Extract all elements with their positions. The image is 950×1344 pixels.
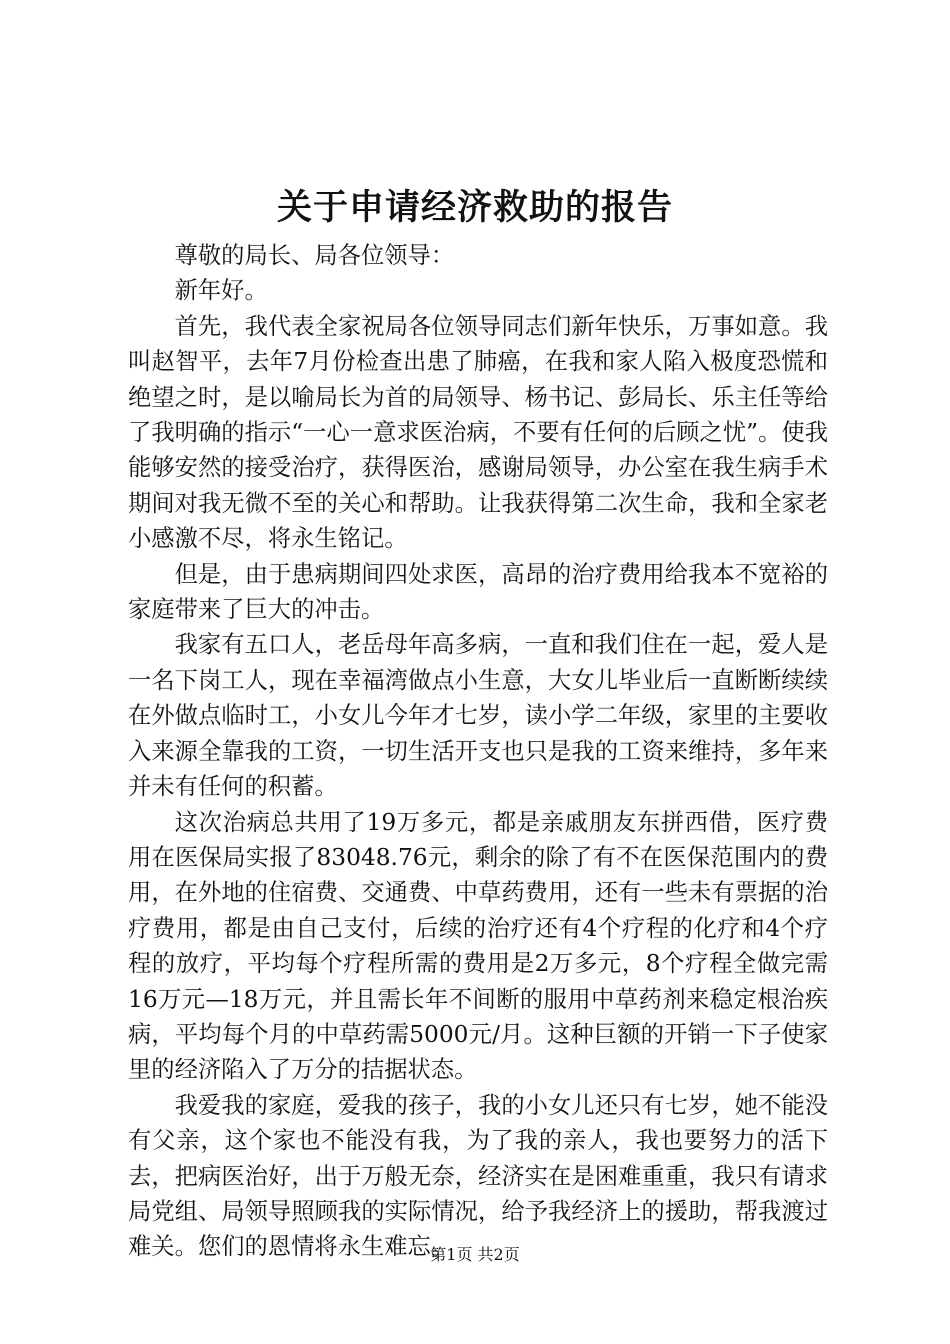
salutation: 尊敬的局长、局各位领导： <box>174 242 455 269</box>
document-title: 关于申请经济救助的报告 <box>276 188 673 228</box>
paragraph-4: 这次治病总共用了19万多元，都是亲戚朋友东拼西借，医疗费用在医保局实报了83048.76元，剩余的除了有不在医保范围内的费用，在外地的住宿费、交通费、中草药费用，还有一些未有票据的治疗费用，都是由自己支付，后续的治疗还有4个疗程的化疗和4个疗程的放疗，平均每个疗程所需的费用是2万多元，8个疗程全做完需16万元—18万元，并且需长年不间断的服用中草药剂来稳定根治疾病，平均每个月的中草药需5000元/月。这种巨额的开销一下子使家里的经济陷入了万分的拮据状态。 <box>128 808 828 1084</box>
document-body <box>128 238 828 1265</box>
paragraph-2: 但是，由于患病期间四处求医，高昂的治疗费用给我本不宽裕的家庭带来了巨大的冲击。 <box>128 560 828 624</box>
paragraph-5: 我爱我的家庭，爱我的孩子，我的小女儿还只有七岁，她不能没有父亲，这个家也不能没有我，为了我的亲人，我也要努力的活下去，把病医治好，出于万般无奈，经济实在是困难重重，我只有请求局党组、局领导照顾我的实际情况，给予我经济上的援助，帮我渡过难关。您们的恩情将永生难忘。 <box>128 1091 828 1261</box>
paragraph-3: 我家有五口人，老岳母年高多病，一直和我们住在一起，爱人是一名下岗工人，现在幸福湾做点小生意，大女儿毕业后一直断断续续在外做点临时工，小女儿今年才七岁，读小学二年级，家里的主要收入来源全靠我的工资，一切生活开支也只是我的工资来维持，多年来并未有任何的积蓄。 <box>128 631 828 801</box>
greeting: 新年好。 <box>174 277 268 305</box>
page-footer: 第1页 共2页 <box>430 1245 520 1264</box>
paragraph-1: 首先，我代表全家祝局各位领导同志们新年快乐，万事如意。我叫赵智平，去年7月份检查出患了肺癌，在我和家人陷入极度恐慌和绝望之时，是以喻局长为首的局领导、杨书记、彭局长、乐主任等给了我明确的指示“一心一意求医治病，不要有任何的后顾之忧”。使我能够安然的接受治疗，获得医治，感谢局领导，办公室在我生病手术期间对我无微不至的关心和帮助。让我获得第二次生命，我和全家老小感激不尽，将永生铭记。 <box>128 312 828 553</box>
